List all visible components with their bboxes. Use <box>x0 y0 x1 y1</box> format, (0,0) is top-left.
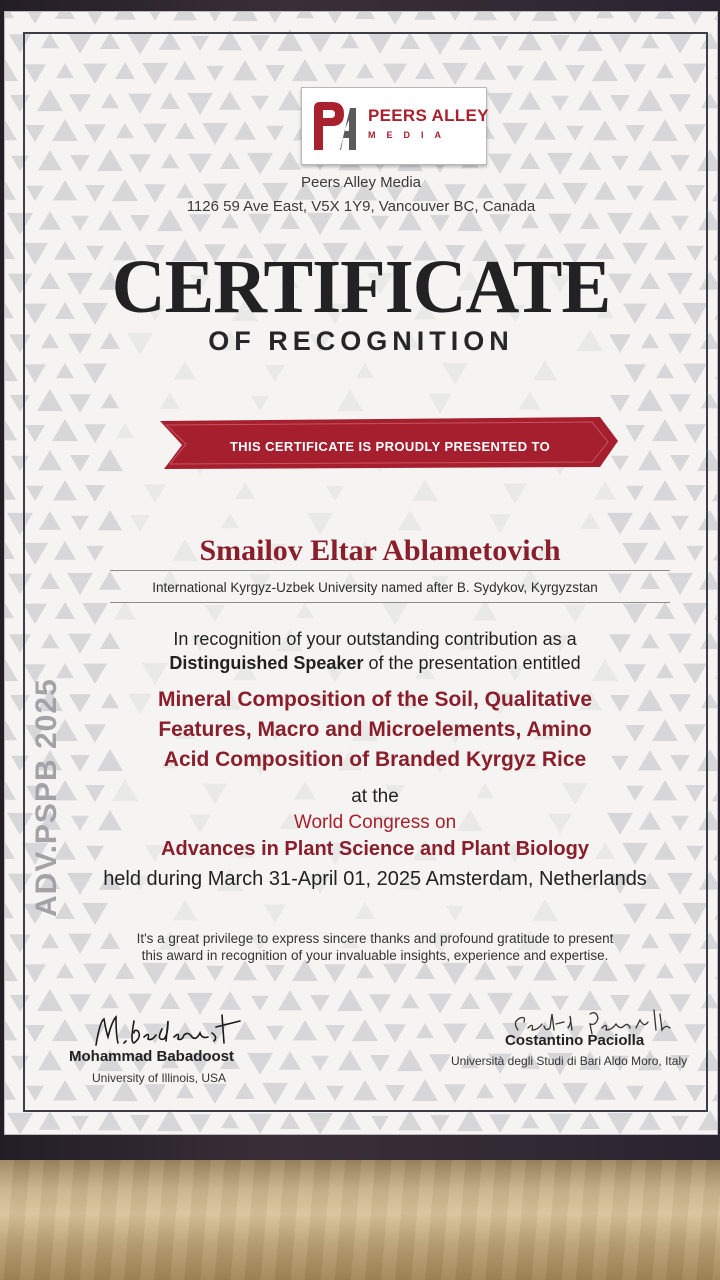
recognition-text-line1: In recognition of your outstanding contribution as a <box>173 629 577 649</box>
event-code-vertical: ADV.PSPB 2025 <box>30 678 63 917</box>
signature-babadoost <box>90 1007 250 1052</box>
thanks-text-line1: It's a great privilege to express sincere thanks and profound gratitude to present <box>136 931 614 946</box>
recipient-name: Smailov Eltar Ablametovich <box>199 534 561 567</box>
divider-bottom <box>110 602 670 603</box>
logo-text-primary: PEERS ALLEY <box>368 106 489 125</box>
presentation-title-line3: Acid Composition of Branded Kyrgyz Rice <box>163 748 587 771</box>
organization-name: Peers Alley Media <box>300 174 422 191</box>
organization-address: 1126 59 Ave East, V5X 1Y9, Vancouver BC, Canada <box>186 198 536 215</box>
recipient-affiliation: International Kyrgyz-Uzbek University named after B. Sydykov, Kyrgyzstan <box>152 580 598 595</box>
certificate-title: CERTIFICATE <box>111 245 611 329</box>
signatory-2-name: Costantino Paciolla <box>505 1032 645 1049</box>
presentation-title-line1: Mineral Composition of the Soil, Qualitative <box>157 688 593 711</box>
certificate <box>5 12 717 1134</box>
peers-alley-logo <box>301 87 487 165</box>
presentation-title-line2: Features, Macro and Microelements, Amino <box>158 718 592 741</box>
thanks-text-line2: this award in recognition of your invaluable insights, experience and expertise. <box>141 948 609 963</box>
signatory-1-affiliation: University of Illinois, USA <box>92 1071 227 1085</box>
certificate-subtitle: OF RECOGNITION <box>208 326 514 356</box>
speaker-role: Distinguished Speaker <box>169 653 364 673</box>
recognition-text-line2 <box>35 653 715 674</box>
signatory-1-name: Mohammad Babadoost <box>69 1048 235 1065</box>
recognition-text-rest: of the presentation entitled <box>363 653 581 673</box>
pa-logo-icon <box>310 98 362 154</box>
congress-name-line1: World Congress on <box>293 812 457 833</box>
table-surface <box>0 1160 720 1280</box>
divider-top <box>110 570 670 571</box>
ribbon-text: THIS CERTIFICATE IS PROUDLY PRESENTED TO <box>229 439 551 454</box>
congress-name-line2: Advances in Plant Science and Plant Biology <box>161 838 589 860</box>
logo-text-secondary: MEDIA <box>368 130 452 140</box>
at-the-text: at the <box>351 786 399 807</box>
event-dates-location: held during March 31-April 01, 2025 Amsterdam, Netherlands <box>103 868 647 890</box>
signatory-2-affiliation: Università degli Studi di Bari Aldo Moro, Italy <box>451 1054 688 1068</box>
